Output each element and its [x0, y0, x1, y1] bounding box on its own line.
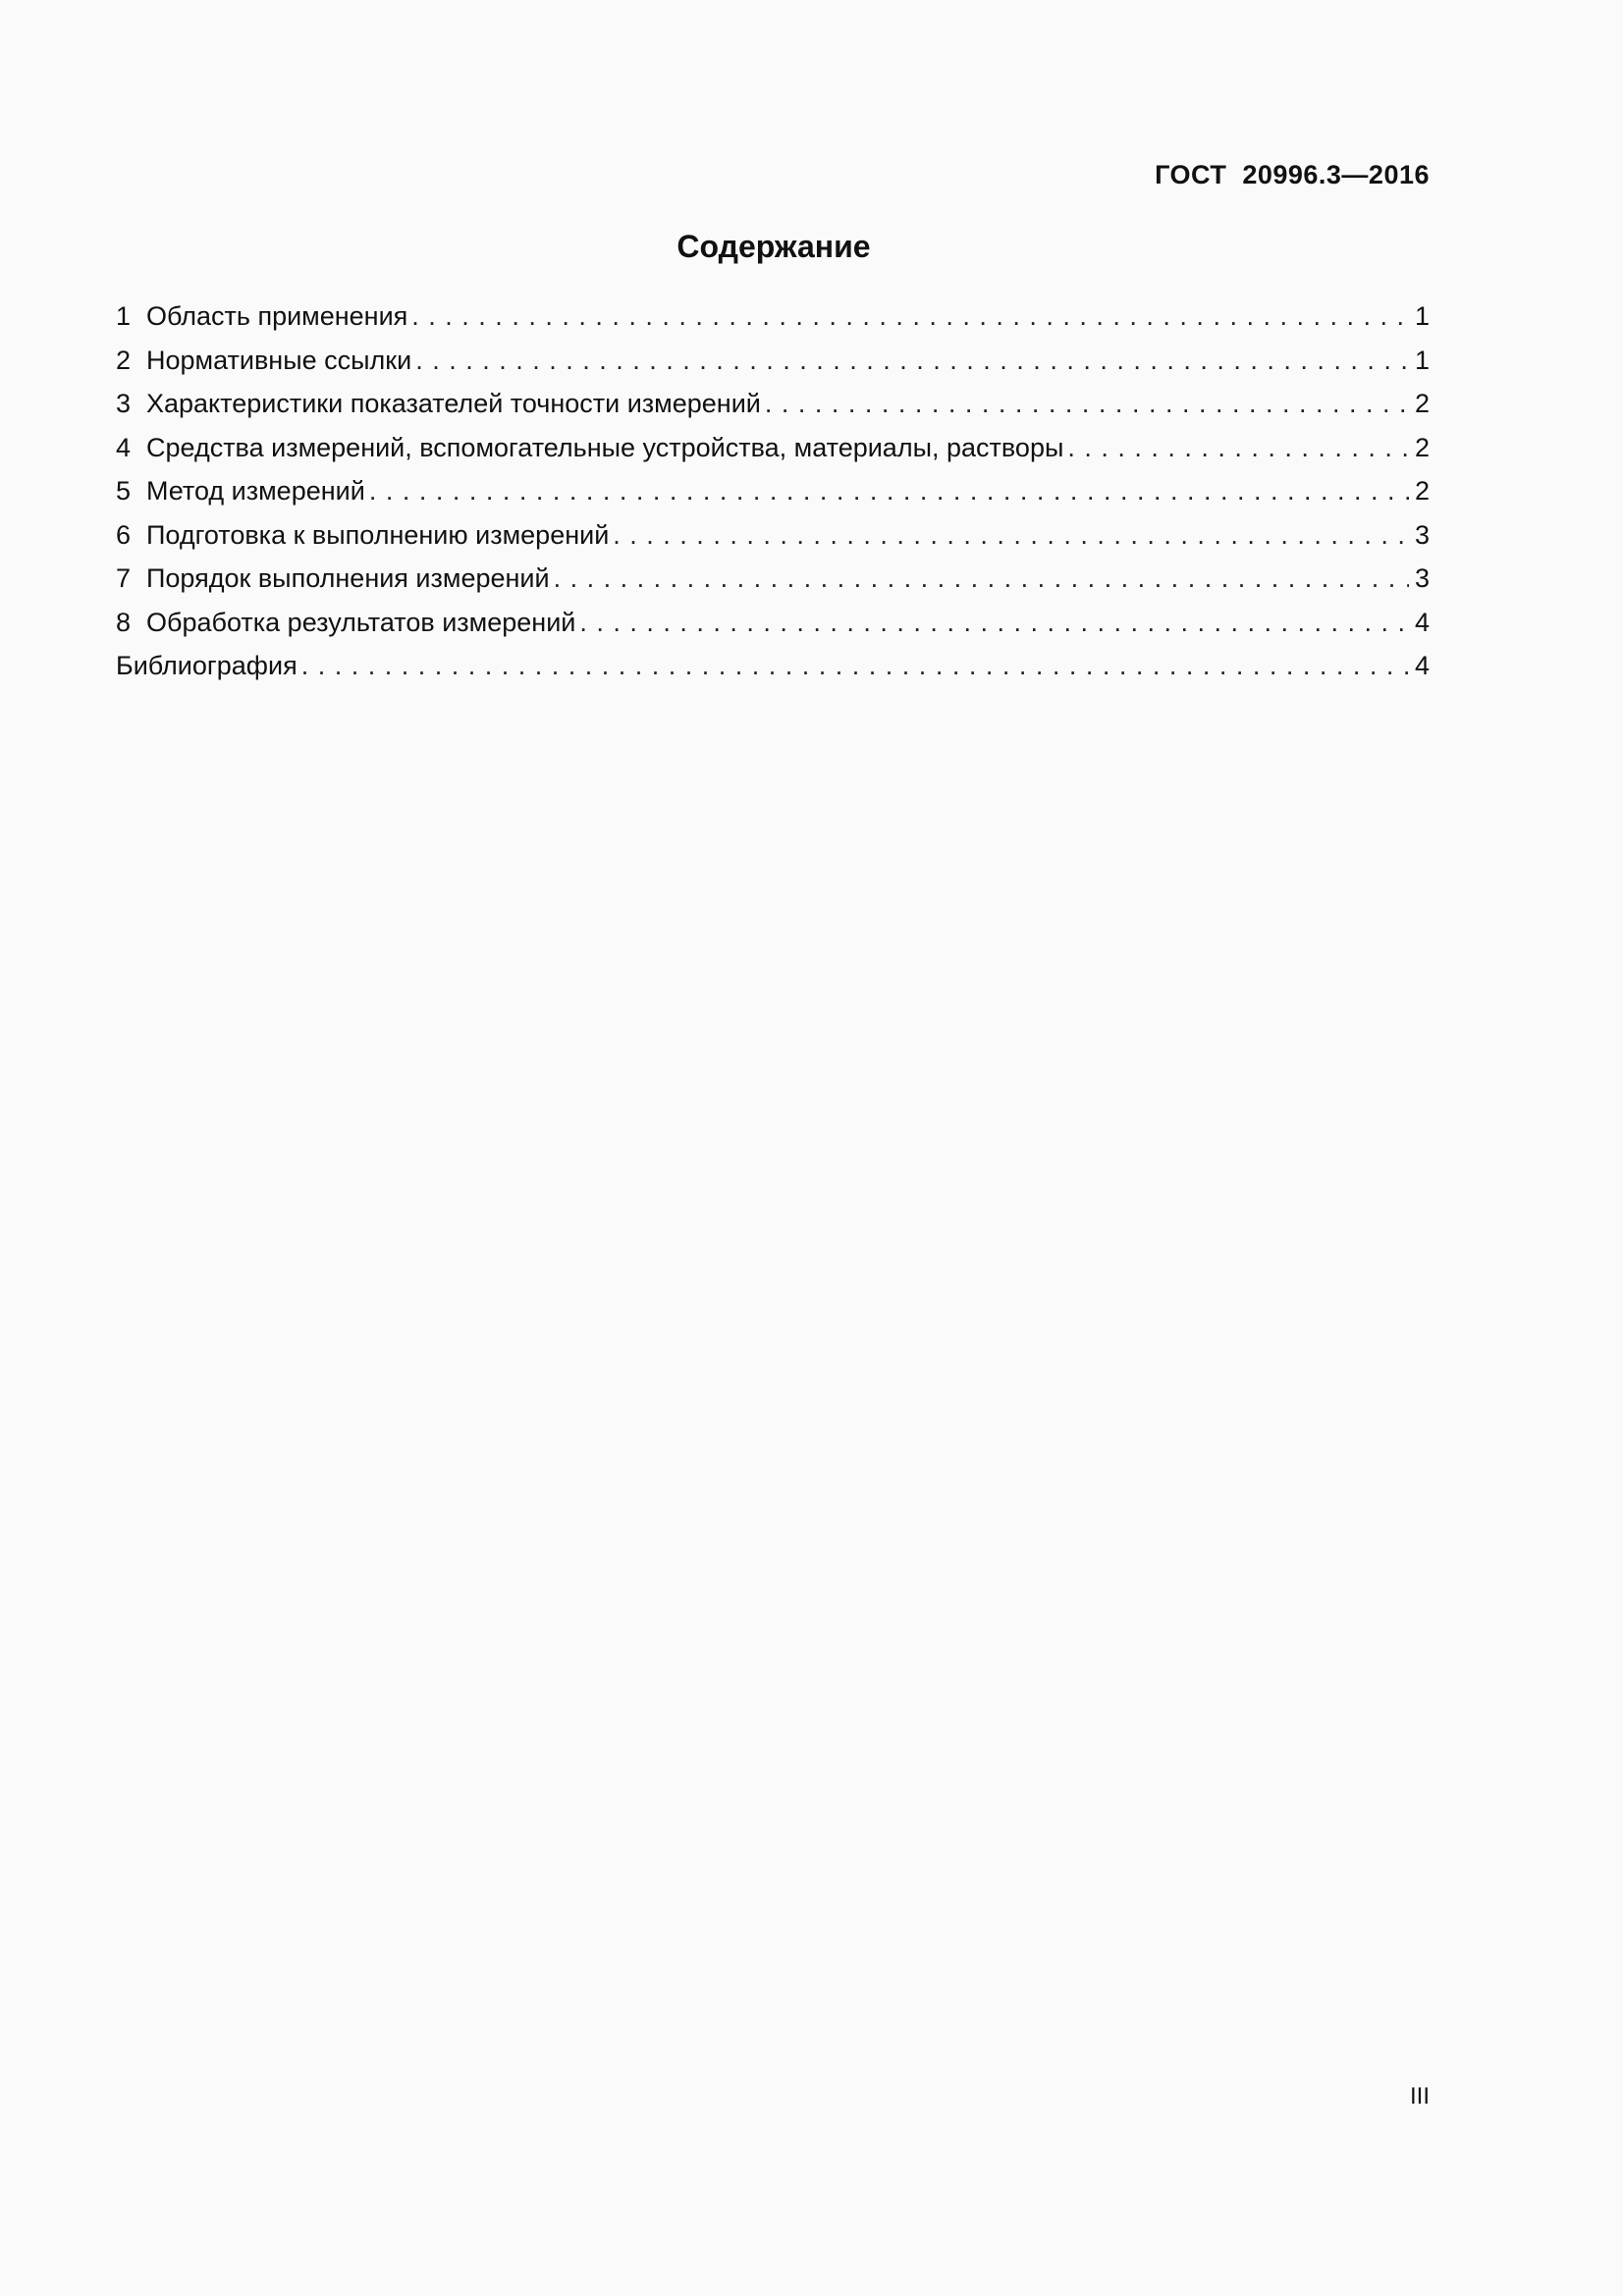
toc-entry-number: 7: [116, 563, 132, 593]
toc-entry-page: 3: [1414, 563, 1430, 593]
toc-entry-number: 4: [116, 432, 132, 462]
toc-entry-number: 1: [116, 301, 132, 331]
toc-entry-number: 5: [116, 476, 132, 506]
toc-entry-number: 8: [116, 607, 132, 637]
page-number: III: [1409, 2083, 1430, 2109]
toc-dot-leader: [613, 517, 1409, 553]
toc-entry-measurement-method[interactable]: [116, 473, 1430, 517]
toc-dot-leader: [1067, 430, 1409, 465]
toc-entry-label: Библиография: [116, 651, 298, 680]
toc-entry-results-processing[interactable]: [116, 605, 1430, 649]
toc-entry-label: Метод измерений: [146, 476, 365, 506]
toc-dot-leader: [369, 473, 1409, 508]
toc-entry-label: Средства измерений, вспомогательные устройства, материалы, растворы: [146, 432, 1064, 462]
toc-entry-page: 4: [1414, 651, 1430, 680]
toc-entry-label: Нормативные ссылки: [146, 345, 412, 375]
toc-entry-number: 2: [116, 345, 132, 375]
toc-entry-page: 3: [1414, 519, 1430, 550]
toc-entry-page: 1: [1414, 345, 1430, 375]
toc-entry-label: Обработка результатов измерений: [146, 607, 576, 637]
toc-entry-page: 4: [1414, 607, 1430, 637]
toc-dot-leader: [554, 561, 1409, 596]
document-code: ГОСТ 20996.3—2016: [1155, 160, 1430, 189]
toc-entry-number: 6: [116, 519, 132, 550]
toc-dot-leader: [579, 605, 1409, 640]
toc-entry-procedure[interactable]: [116, 561, 1430, 605]
table-of-contents: [116, 298, 1430, 692]
toc-entry-normative-references[interactable]: [116, 343, 1430, 387]
toc-entry-measuring-instruments[interactable]: [116, 430, 1430, 474]
toc-entry-accuracy-characteristics[interactable]: [116, 386, 1430, 430]
toc-entry-page: 2: [1414, 389, 1430, 418]
toc-dot-leader: [301, 648, 1409, 683]
toc-dot-leader: [411, 298, 1409, 334]
toc-dot-leader: [765, 386, 1409, 421]
toc-entry-page: 2: [1414, 476, 1430, 506]
toc-entry-label: Характеристики показателей точности измерений: [146, 389, 761, 418]
toc-entry-page: 1: [1414, 301, 1430, 331]
toc-entry-bibliography[interactable]: [116, 648, 1430, 692]
toc-entry-preparation[interactable]: [116, 517, 1430, 561]
toc-entry-scope[interactable]: [116, 298, 1430, 343]
toc-entry-page: 2: [1414, 432, 1430, 462]
toc-entry-number: 3: [116, 389, 132, 418]
toc-dot-leader: [415, 343, 1409, 378]
toc-entry-label: Порядок выполнения измерений: [146, 563, 550, 593]
page-title: Содержание: [676, 229, 871, 264]
toc-entry-label: Область применения: [146, 301, 408, 331]
toc-entry-label: Подготовка к выполнению измерений: [146, 519, 610, 550]
